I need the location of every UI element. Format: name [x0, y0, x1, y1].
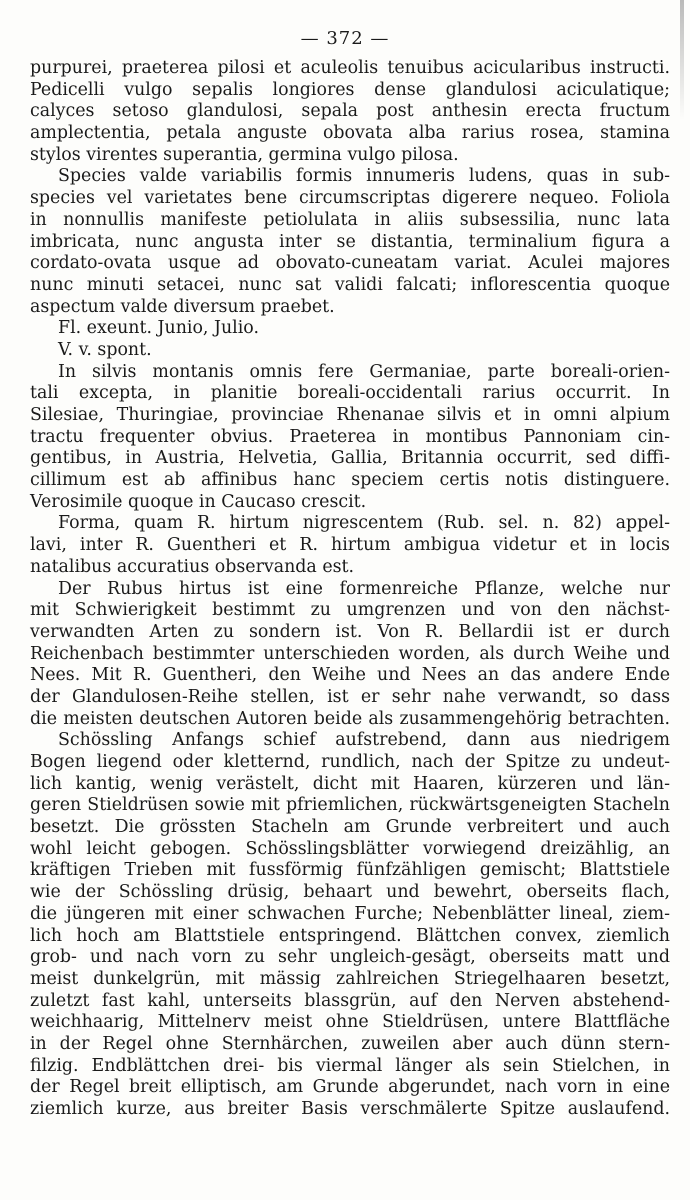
page-number: — 372 — [300, 28, 390, 49]
text-line: filzig. Endblättchen drei- bis viermal länger als sein Stielchen, in [30, 1055, 670, 1076]
text-line: In silvis montanis omnis fere Germaniae, parte boreali-orien- [58, 361, 670, 382]
text-line: Silesiae, Thuringiae, provinciae Rhenanae silvis et in omni alpium [30, 405, 670, 425]
text-line: Reichenbach bestimmter unterschieden worden, als durch Weihe und [30, 643, 670, 664]
text-line: Verosimile quoque in Caucaso crescit. [30, 491, 367, 512]
text-line: kräftigen Trieben mit fussförmig fünfzähligen gemischt; Blattstiele [30, 860, 670, 881]
text-line: lich hoch am Blattstiele entspringend. Blättchen convex, ziemlich [30, 925, 670, 946]
text-line: natalibus accuratius observanda est. [30, 556, 355, 577]
text-line: stylos virentes superantia, germina vulgo pilosa. [30, 144, 459, 165]
text-line: cordato-ovata usque ad obovato-cuneatam variat. Aculei majores [30, 253, 670, 274]
text-line: Fl. exeunt. Junio, Julio. [58, 318, 259, 339]
text-line: amplectentia, petala anguste obovata alba rarius rosea, stamina [30, 123, 670, 144]
text-line: Nees. Mit R. Guentheri, den Weihe und Nees an das andere Ende [30, 665, 670, 686]
text-line: lich kantig, wenig verästelt, dicht mit Haaren, kürzeren und län- [30, 773, 670, 794]
body-text [30, 58, 670, 1121]
text-line: in der Regel ohne Sternhärchen, zuweilen aber auch dünn stern- [30, 1033, 670, 1054]
text-line: grob- und nach vorn zu sehr ungleich-gesägt, oberseits matt und [30, 947, 670, 968]
text-line: die jüngeren mit einer schwachen Furche; Nebenblätter lineal, ziem- [30, 903, 670, 924]
text-line: tali excepta, in planitie boreali-occidentali rarius occurrit. In [30, 383, 670, 404]
text-line: calyces setoso glandulosi, sepala post anthesin erecta fructum [30, 101, 670, 122]
text-line: species vel varietates bene circumscriptas digerere nequeo. Foliola [30, 188, 670, 209]
text-line: die meisten deutschen Autoren beide als zusammengehörig betrachten. [30, 708, 670, 729]
text-line: aspectum valde diversum praebet. [30, 296, 335, 317]
text-line: gentibus, in Austria, Helvetia, Gallia, Britannia occurrit, sed diffi- [30, 448, 670, 469]
text-line: Forma, quam R. hirtum nigrescentem (Rub. sel. n. 82) appel- [58, 513, 670, 534]
text-line: tractu frequenter obvius. Praeterea in montibus Pannoniam cin- [30, 426, 670, 447]
text-line: geren Stieldrüsen sowie mit pfriemlichen, rückwärtsgeneigten Stacheln [30, 795, 670, 816]
text-line: verwandten Arten zu sondern ist. Von R. Bellardii ist er durch [30, 621, 670, 642]
text-line: mit Schwierigkeit bestimmt zu umgrenzen und von den nächst- [30, 600, 670, 621]
text-line: der Regel breit elliptisch, am Grunde abgerundet, nach vorn in eine [30, 1077, 670, 1098]
text-line: Pedicelli vulgo sepalis longiores dense glandulosi aciculatique; [30, 79, 670, 100]
text-line: cillimum est ab affinibus hanc speciem certis notis distinguere. [30, 470, 670, 491]
text-line: weichhaarig, Mittelnerv meist ohne Stieldrüsen, untere Blattfläche [30, 1012, 670, 1033]
text-line: Der Rubus hirtus ist eine formenreiche Pflanze, welche nur [58, 578, 670, 599]
text-line: meist dunkelgrün, mit mässig zahlreichen Striegelhaaren besetzt, [30, 968, 670, 989]
text-line: V. v. spont. [58, 339, 152, 360]
text-line: der Glandulosen-Reihe stellen, ist er sehr nahe verwandt, so dass [30, 686, 670, 707]
text-line: nunc minuti setacei, nunc sat validi falcati; inflorescentia quoque [30, 274, 670, 295]
page-edge-shadow [680, 0, 684, 120]
text-line: Species valde variabilis formis innumeris ludens, quas in sub- [58, 166, 670, 187]
text-line: imbricata, nunc angusta inter se distantia, terminalium figura a [30, 231, 670, 252]
text-line: ziemlich kurze, aus breiter Basis verschmälerte Spitze auslaufend. [30, 1099, 670, 1119]
text-line: in nonnullis manifeste petiolulata in aliis subsessilia, nunc lata [30, 209, 670, 230]
text-line: besetzt. Die grössten Stacheln am Grunde verbreitert und auch [30, 817, 670, 838]
text-line: Bogen liegend oder kletternd, rundlich, nach der Spitze zu undeut- [30, 752, 670, 772]
text-line: wohl leicht gebogen. Schösslingsblätter vorwiegend dreizählig, an [30, 838, 670, 859]
text-line: purpurei, praeterea pilosi et aculeolis tenuibus acicularibus instructi. [30, 58, 670, 78]
text-line: Schössling Anfangs schief aufstrebend, dann aus niedrigem [58, 730, 670, 751]
text-line: lavi, inter R. Guentheri et R. hirtum ambigua videtur et in locis [30, 535, 670, 556]
text-line: zuletzt fast kahl, unterseits blassgrün, auf den Nerven abstehend- [30, 990, 670, 1011]
text-line: wie der Schössling drüsig, behaart und bewehrt, oberseits flach, [30, 882, 670, 903]
